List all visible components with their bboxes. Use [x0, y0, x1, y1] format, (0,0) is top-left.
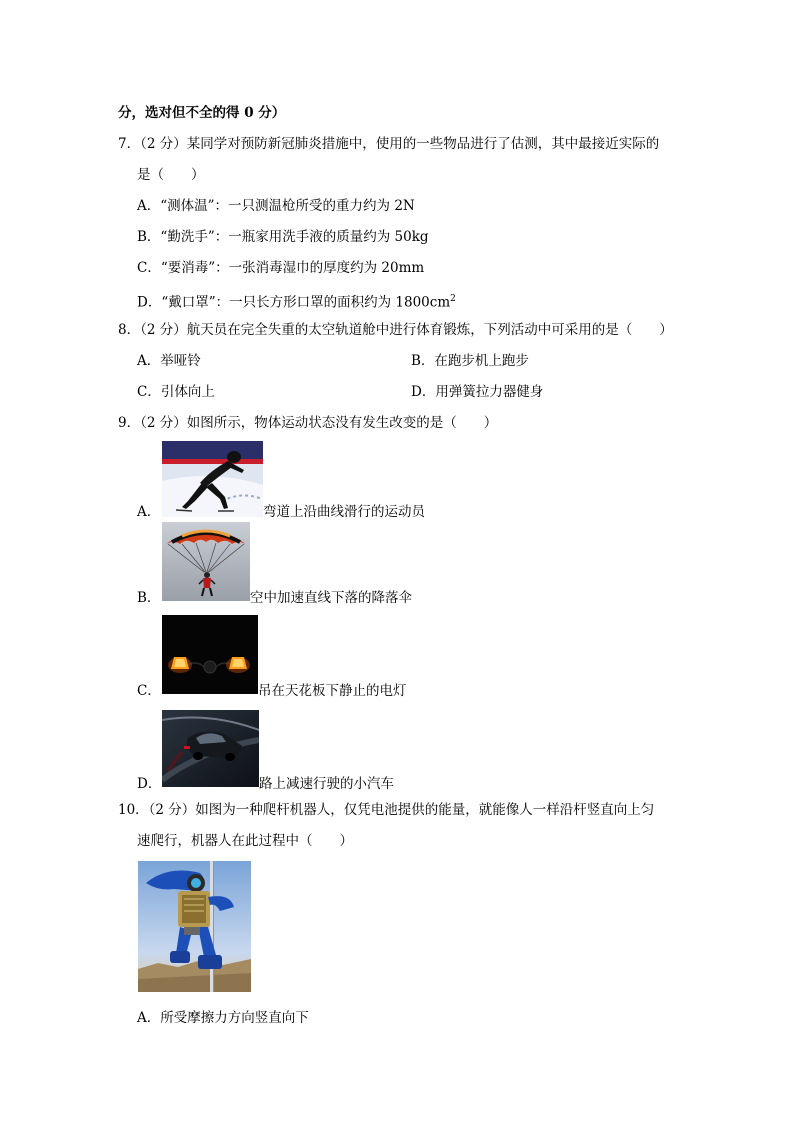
q9-stem: 9．（2 分）如图所示，物体运动状态没有发生改变的是（ ）: [118, 415, 498, 431]
q8-option-d: D．用弹簧拉力器健身: [411, 384, 544, 400]
q9-option-c-letter: C．: [137, 683, 161, 699]
q9-option-a-letter: A．: [137, 504, 161, 520]
climbing-robot-image: [138, 861, 251, 992]
q9-option-b-letter: B．: [137, 590, 161, 606]
q7-option-c: C．“要消毒”：一张消毒湿巾的厚度约为 20mm: [137, 260, 425, 276]
q7-stem-line1: 7．（2 分）某同学对预防新冠肺炎措施中，使用的一些物品进行了估测，其中最接近实际的: [118, 136, 660, 152]
q9-option-b-text: 空中加速直线下落的降落伞: [250, 590, 412, 606]
q9-option-d-letter: D．: [137, 776, 162, 792]
q7-stem-line2: 是（ ）: [137, 167, 205, 183]
q8-option-b: B．在跑步机上跑步: [411, 353, 529, 369]
q9-option-c-text: 吊在天花板下静止的电灯: [258, 683, 407, 699]
q10-option-a: A．所受摩擦力方向竖直向下: [137, 1010, 309, 1026]
ceiling-lamp-image: [162, 615, 258, 694]
parachute-image: [162, 522, 250, 601]
section-note: 分，选对但不全的得 0 分）: [118, 105, 286, 121]
q9-option-d-text: 路上减速行驶的小汽车: [259, 776, 394, 792]
q7-option-a: A．“测体温”：一只测温枪所受的重力约为 2N: [137, 198, 415, 214]
q7-option-b: B．“勤洗手”：一瓶家用洗手液的质量约为 50kg: [137, 229, 429, 245]
q10-stem-line1: 10．（2 分）如图为一种爬杆机器人，仅凭电池提供的能量，就能像人一样沿杆竖直向上匀: [118, 802, 655, 818]
q8-stem: 8．（2 分）航天员在完全失重的太空轨道舱中进行体育锻炼，下列活动中可采用的是（ ）: [118, 322, 673, 338]
q10-stem-line2: 速爬行，机器人在此过程中（ ）: [137, 833, 353, 849]
q7-option-d: [137, 289, 456, 313]
car-image: [162, 710, 259, 787]
q9-option-a-text: 弯道上沿曲线滑行的运动员: [263, 504, 425, 520]
skater-image: [162, 441, 263, 517]
q8-option-a: A．举哑铃: [137, 353, 201, 369]
q8-option-c: C．引体向上: [137, 384, 215, 400]
q7-option-d-text: D．“戴口罩”：一只长方形口罩的面积约为 1800cm: [137, 294, 451, 311]
q7-option-d-sup: 2: [450, 294, 456, 304]
